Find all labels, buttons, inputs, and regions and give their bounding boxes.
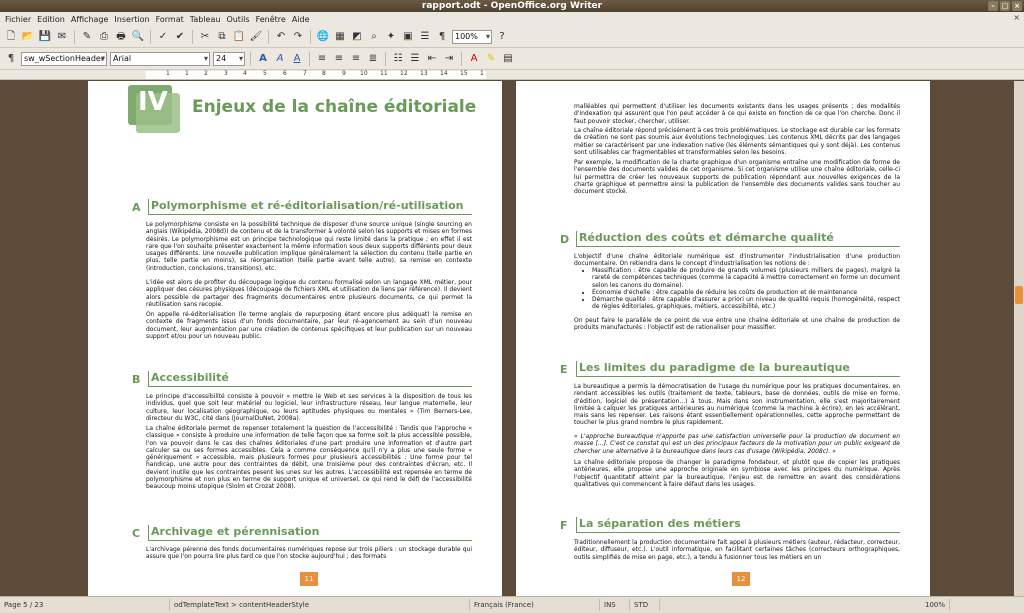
quote-paragraph[interactable]: « L'approche bureautique n'apporte pas une satisfaction universelle pour la production de document en masse [...]. C'est ce constat qui est un des principaux facteurs de la motivation pour un public exigeant de chercher une alternative à la bureautique dans leurs cas d'usage (Wikipédia, 2008c). »	[574, 433, 900, 455]
status-bar	[0, 596, 1024, 613]
paragraph[interactable]: Traditionnellement la production documentaire fait appel à plusieurs métiers (auteur, rédacteur, correcteur, éditeur, diffuseur, etc.). L'outil informatique, en facilitant certaines tâches (correcteurs orthographiques, outils simplifiés de mise en page, etc.), a tendu à fusionner tous les métiers en un	[574, 539, 900, 561]
paragraph[interactable]: La chaîne éditoriale propose de changer le paradigme fondateur, et plutôt que de copier les pratiques antérieures, elle propose une approche originale en symbiose avec les principes du numérique. Après l'objectif quantitatif atteint par la bureautique, l'enjeu est de remettre en avant des considérations qualitatives qui commencent à faire défaut dans les usages.	[574, 459, 900, 488]
font-size-combo[interactable]	[213, 52, 245, 66]
menu-outils[interactable]: Outils	[226, 14, 250, 24]
italic-icon[interactable]: A	[276, 52, 284, 64]
standard-toolbar	[0, 26, 1024, 48]
paragraph-style-combo[interactable]	[21, 52, 107, 66]
status-style[interactable]: odTemplateText > contentHeaderStyle	[170, 599, 470, 611]
menu-bar	[0, 12, 1024, 26]
help-icon[interactable]: ?	[499, 30, 505, 42]
paragraph[interactable]: La bureautique a permis la démocratisation de l'usage du numérique pour les pratiques documentaires, en rendant accessibles les outils (traitement de texte, tableurs, base de données, outils de mise en forme, d'édition, logiciel de présentation...) à tous. Mais dans son instrumentation, elle s'est majoritairement limitée à calquer les pratiques antérieures au numérique (comme la machine à écrire), en les accélérant, mais sans les repenser. Les raisons étant essentiellement opérationnelles, cette approche permettant de toucher le plus grand nombre le plus rapidement.	[574, 383, 900, 427]
bullet-list[interactable]	[574, 267, 900, 311]
ruler-mark: 9	[342, 70, 346, 77]
paragraph[interactable]: malléables qui permettent d'utiliser les documents existants dans les usages présents ; des modalités d'indexation qui assurent que l'on peut accéder à ce qui existe en fonction de ce que l'on cherche. Donc il faut pouvoir stocker, chercher, utiliser.	[574, 103, 900, 125]
list-item[interactable]: • Démarche qualité : être capable d'assurer a priori un niveau de qualité requis (homogénéité, respect de règles éditoriales, graphiques, métiers, accessibilité, etc.)	[592, 296, 900, 311]
ruler-mark: 4	[243, 70, 247, 77]
scrollbar-thumb[interactable]	[1015, 286, 1023, 304]
status-selection-mode[interactable]: STD	[630, 599, 660, 611]
page-left[interactable]	[88, 81, 502, 596]
export-pdf-icon[interactable]: ⎙	[100, 30, 108, 42]
copy-icon[interactable]: ⧉	[218, 30, 226, 42]
page-right[interactable]	[516, 81, 930, 596]
section-heading[interactable]: Archivage et pérennisation	[148, 525, 472, 541]
spellcheck-icon[interactable]: ✓	[158, 30, 168, 42]
ruler-mark: 2	[204, 70, 208, 77]
section-heading[interactable]: Accessibilité	[148, 371, 472, 387]
nonprinting-icon[interactable]: ¶	[438, 30, 446, 42]
section-letter: A	[132, 201, 141, 214]
bold-icon[interactable]: A	[259, 52, 267, 64]
status-insert-mode[interactable]: INS	[600, 599, 630, 611]
paragraph[interactable]: La chaîne éditoriale permet de repenser totalement la question de l'accessibilité : Tandis que l'approche « classique » consiste à produire une information de telle façon que sa forme soit la plus accessible possible, l'on va pouvoir dans le cas des chaînes éditoriales d'une part produire une information et d'autre part calculer sa ou ses formes accessibles. Cela a comme conséquence qu'il n'y a plus une seule forme « génériquement » accessible, mais plusieurs formes pour plusieurs accessibilités : Une forme pour tel handicap, une autre pour des contraintes de débit, une troisième pour des contraintes d'écran, etc. Il devient inutile que les contraintes pesent les unes sur les autres. L'accessibilité est repensée en terme de polymorphisme et non plus en terme de support unique et universel, ce qui rend le défi de l'accessibilité beaucoup moins utopique (Slolm et Crozat 2008).	[146, 425, 472, 491]
edit-file-icon[interactable]: ✎	[82, 30, 92, 42]
section-heading[interactable]: Polymorphisme et ré-éditorialisation/ré-utilisation	[148, 199, 472, 215]
ruler-mark: 6	[283, 70, 287, 77]
font-size-value: 24	[216, 53, 227, 63]
paragraph[interactable]: Le polymorphisme consiste en la possibilité technique de disposer d'une source unique (single sourcing en anglais (Wikipédia, 2008d)) de contenu et de la transformer à volonté selon les supports et mises en formes désirés. Le polymorphisme est un principe technologique qui reste limité dans la pratique ; en effet il est rare que l'on souhaite présenter exactement la même information sous deux supports différents pour deux usages différents. Une nouvelle publication implique généralement la sélection du contenu (telle partie en plus, telle partie en moins), sa réorganisation (telle partie avant telle autre), sa remise en contexte (introduction, conclusions, transitions), etc.	[146, 221, 472, 272]
section-letter: F	[560, 519, 568, 532]
paragraph[interactable]: Par exemple, la modification de la charte graphique d'un organisme entraîne une modification de forme de l'ensemble des documents valides de cet organisme. Si cet organisme utilise une chaîne éditoriale, celle-ci lui permettra de créer les nouveaux supports de publication répondant aux nouvelles exigences de la charte graphique et permettre ainsi la publication de l'ensemble des documents valides sans toucher au document stocké.	[574, 159, 900, 196]
list-item[interactable]: • Massification : être capable de produire de grands volumes (plusieurs milliers de pages), malgré la rareté de compétences techniques (comme la capacité à mettre correctement en forme un document selon les canons du domaine).	[592, 267, 900, 289]
formatting-toolbar	[0, 48, 1024, 70]
section-heading[interactable]: Les limites du paradigme de la bureautique	[576, 361, 900, 377]
clone-format-icon[interactable]: 🖌	[249, 30, 263, 42]
menu-edition[interactable]: Edition	[37, 14, 65, 24]
title-bar	[0, 0, 1024, 12]
numbering-icon[interactable]: ☷	[393, 52, 403, 64]
ruler-mark: 7	[303, 70, 307, 77]
list-item[interactable]: • Économie d'échelle : être capable de réduire les coûts de production et de maintenance	[592, 289, 900, 296]
decrease-indent-icon[interactable]: ⇤	[427, 52, 437, 64]
ruler-mark: 8	[322, 70, 326, 77]
align-right-icon[interactable]: ≡	[351, 52, 361, 64]
save-icon[interactable]: 💾	[38, 30, 52, 42]
zoom-combo[interactable]	[452, 30, 492, 44]
cut-icon[interactable]: ✂	[200, 30, 210, 42]
paragraph[interactable]: L'idée est alors de profiter du découpage logique du contenu formalisé selon un langage XML métier, pour appliquer des césures physiques (découpage de fichiers XML et utilisation de liens par référence). Il devient alors possible de partager des fragments documentaires entre plusieurs documents, ce qui permet la réutilisation sans recopie.	[146, 279, 472, 308]
paragraph-style-value: sw_wSectionHeader	[24, 53, 105, 63]
section-letter: D	[560, 233, 570, 246]
paragraph[interactable]: La chaîne éditoriale répond précisément à ces trois problématiques. Le stockage est durable car les formats de création ne sont pas soumis aux évolutions technologiques. Les contenus XML décrits par des langages métier se caractérisent par une indexation native (les éléments sémantiques qui y sont déjà). Les contenus sont utilisables car fragmentables et transformables selon les besoins.	[574, 127, 900, 156]
new-document-icon[interactable]: 🗋	[6, 30, 16, 42]
status-zoom[interactable]: 100%	[660, 599, 950, 611]
datasources-icon[interactable]: ☰	[420, 30, 430, 42]
section-heading[interactable]: Réduction des coûts et démarche qualité	[576, 231, 900, 247]
chapter-number: IV	[138, 87, 168, 117]
ruler-mark: 10	[360, 70, 368, 77]
draw-icon[interactable]: ◩	[352, 30, 362, 42]
ruler-mark: 11	[380, 70, 388, 77]
menu-fichier[interactable]: Fichier	[5, 14, 32, 24]
align-left-icon[interactable]: ≡	[317, 52, 327, 64]
section-letter: C	[132, 527, 141, 540]
paragraph[interactable]: L'archivage pérenne des fonds documentaires numériques repose sur trois piliers : un stockage durable qui assure que l'on pourra lire plus tard ce que l'on stocke aujourd'hui ; des formats	[146, 546, 472, 561]
paragraph[interactable]: On appelle ré-éditorialisation (le terme anglais de repurposing étant encore plus adéquat) la remise en contexte de fragments issus d'un fonds documentaire, par leur ré-agencement au sein d'un nouveau document, leur augmentation par une création de contenus spécifiques et leur publication sur un nouveau support et/ou pour un nouveau public.	[146, 311, 472, 340]
autospell-icon[interactable]: ✔	[175, 30, 185, 42]
menu-aide[interactable]: Aide	[291, 14, 310, 24]
page-number-badge: 12	[732, 572, 750, 586]
ruler-mark: 12	[400, 70, 408, 77]
find-replace-icon[interactable]: ⌕	[371, 30, 377, 42]
minimize-icon[interactable]: –	[988, 1, 998, 11]
section-heading[interactable]: La séparation des métiers	[576, 517, 900, 533]
open-icon[interactable]: 📂	[21, 30, 35, 42]
gallery-icon[interactable]: ▣	[403, 30, 413, 42]
vertical-scrollbar[interactable]	[1014, 81, 1024, 596]
undo-icon[interactable]: ↶	[276, 30, 286, 42]
menu-fenetre[interactable]: Fenêtre	[255, 14, 286, 24]
email-icon[interactable]: ✉	[57, 30, 67, 42]
menu-tableau[interactable]: Tableau	[189, 14, 221, 24]
ruler-mark: 1	[166, 70, 170, 77]
paste-icon[interactable]: 📋	[232, 30, 246, 42]
table-icon[interactable]: ▦	[335, 30, 345, 42]
menu-affichage[interactable]: Affichage	[70, 14, 109, 24]
hyperlink-icon[interactable]: 🌐	[316, 30, 330, 42]
underline-icon[interactable]: A	[293, 52, 301, 64]
ruler-mark: 5	[263, 70, 267, 77]
styles-icon[interactable]: ¶	[7, 52, 15, 64]
ruler-mark: 15	[460, 70, 468, 77]
ruler-mark: 1	[480, 70, 484, 77]
menu-format[interactable]: Format	[155, 14, 184, 24]
highlight-icon[interactable]: ✎	[486, 52, 496, 64]
zoom-value: 100%	[455, 31, 478, 41]
ruler-mark: 3	[224, 70, 228, 77]
print-icon[interactable]: 🖶	[116, 30, 126, 42]
status-page[interactable]: Page 5 / 23	[0, 599, 170, 611]
status-language[interactable]: Français (France)	[470, 599, 600, 611]
ruler-mark: 14	[440, 70, 448, 77]
redo-icon[interactable]: ↷	[293, 30, 303, 42]
font-name-value: Arial	[113, 53, 132, 63]
chapter-title[interactable]: Enjeux de la chaîne éditoriale	[192, 97, 477, 117]
page-number-badge: 11	[300, 572, 318, 586]
close-icon[interactable]: ×	[1012, 1, 1022, 11]
ruler-mark: 1	[185, 70, 189, 77]
menu-insertion[interactable]: Insertion	[114, 14, 150, 24]
paragraph[interactable]: On peut faire le parallèle de ce point de vue entre une chaîne éditoriale et une chaîne de production de produits manufacturés : l'objectif est de rationaliser pour massifier.	[574, 317, 900, 332]
section-letter: E	[560, 363, 568, 376]
background-color-icon[interactable]: ▤	[503, 52, 513, 64]
bullets-icon[interactable]: ☰	[410, 52, 420, 64]
document-area[interactable]	[0, 81, 1014, 596]
ruler-mark: 13	[420, 70, 428, 77]
horizontal-ruler[interactable]	[0, 70, 1024, 80]
maximize-icon[interactable]: □	[1001, 2, 1009, 10]
navigator-icon[interactable]: ✦	[386, 30, 396, 42]
font-name-combo[interactable]	[110, 52, 210, 66]
font-color-icon[interactable]: A	[470, 52, 478, 64]
increase-indent-icon[interactable]: ⇥	[444, 52, 454, 64]
window-title: rapport.odt - OpenOffice.org Writer	[421, 1, 603, 11]
align-center-icon[interactable]: ≡	[334, 52, 344, 64]
close-document-icon[interactable]: ×	[1013, 13, 1020, 22]
page-preview-icon[interactable]: 🔍	[131, 30, 145, 42]
section-letter: B	[132, 373, 141, 386]
paragraph[interactable]: L'objectif d'une chaîne éditoriale numérique est d'instrumenter l'industrialisation d'une production documentaire. On retiendra dans le concept d'industrialisation les notions de :	[574, 253, 900, 268]
paragraph[interactable]: Le principe d'accessibilité consiste à pouvoir « mettre le Web et ses services à la disposition de tous les individus, quel que soit leur matériel ou logiciel, leur infrastructure réseau, leur langue maternelle, leur culture, leur localisation géographique, ou leurs aptitudes physiques ou mentales » (Tim Berners-Lee, directeur du W3C, cité dans (JournalDuNet, 2008a).	[146, 393, 472, 422]
justify-icon[interactable]: ≣	[368, 52, 378, 64]
